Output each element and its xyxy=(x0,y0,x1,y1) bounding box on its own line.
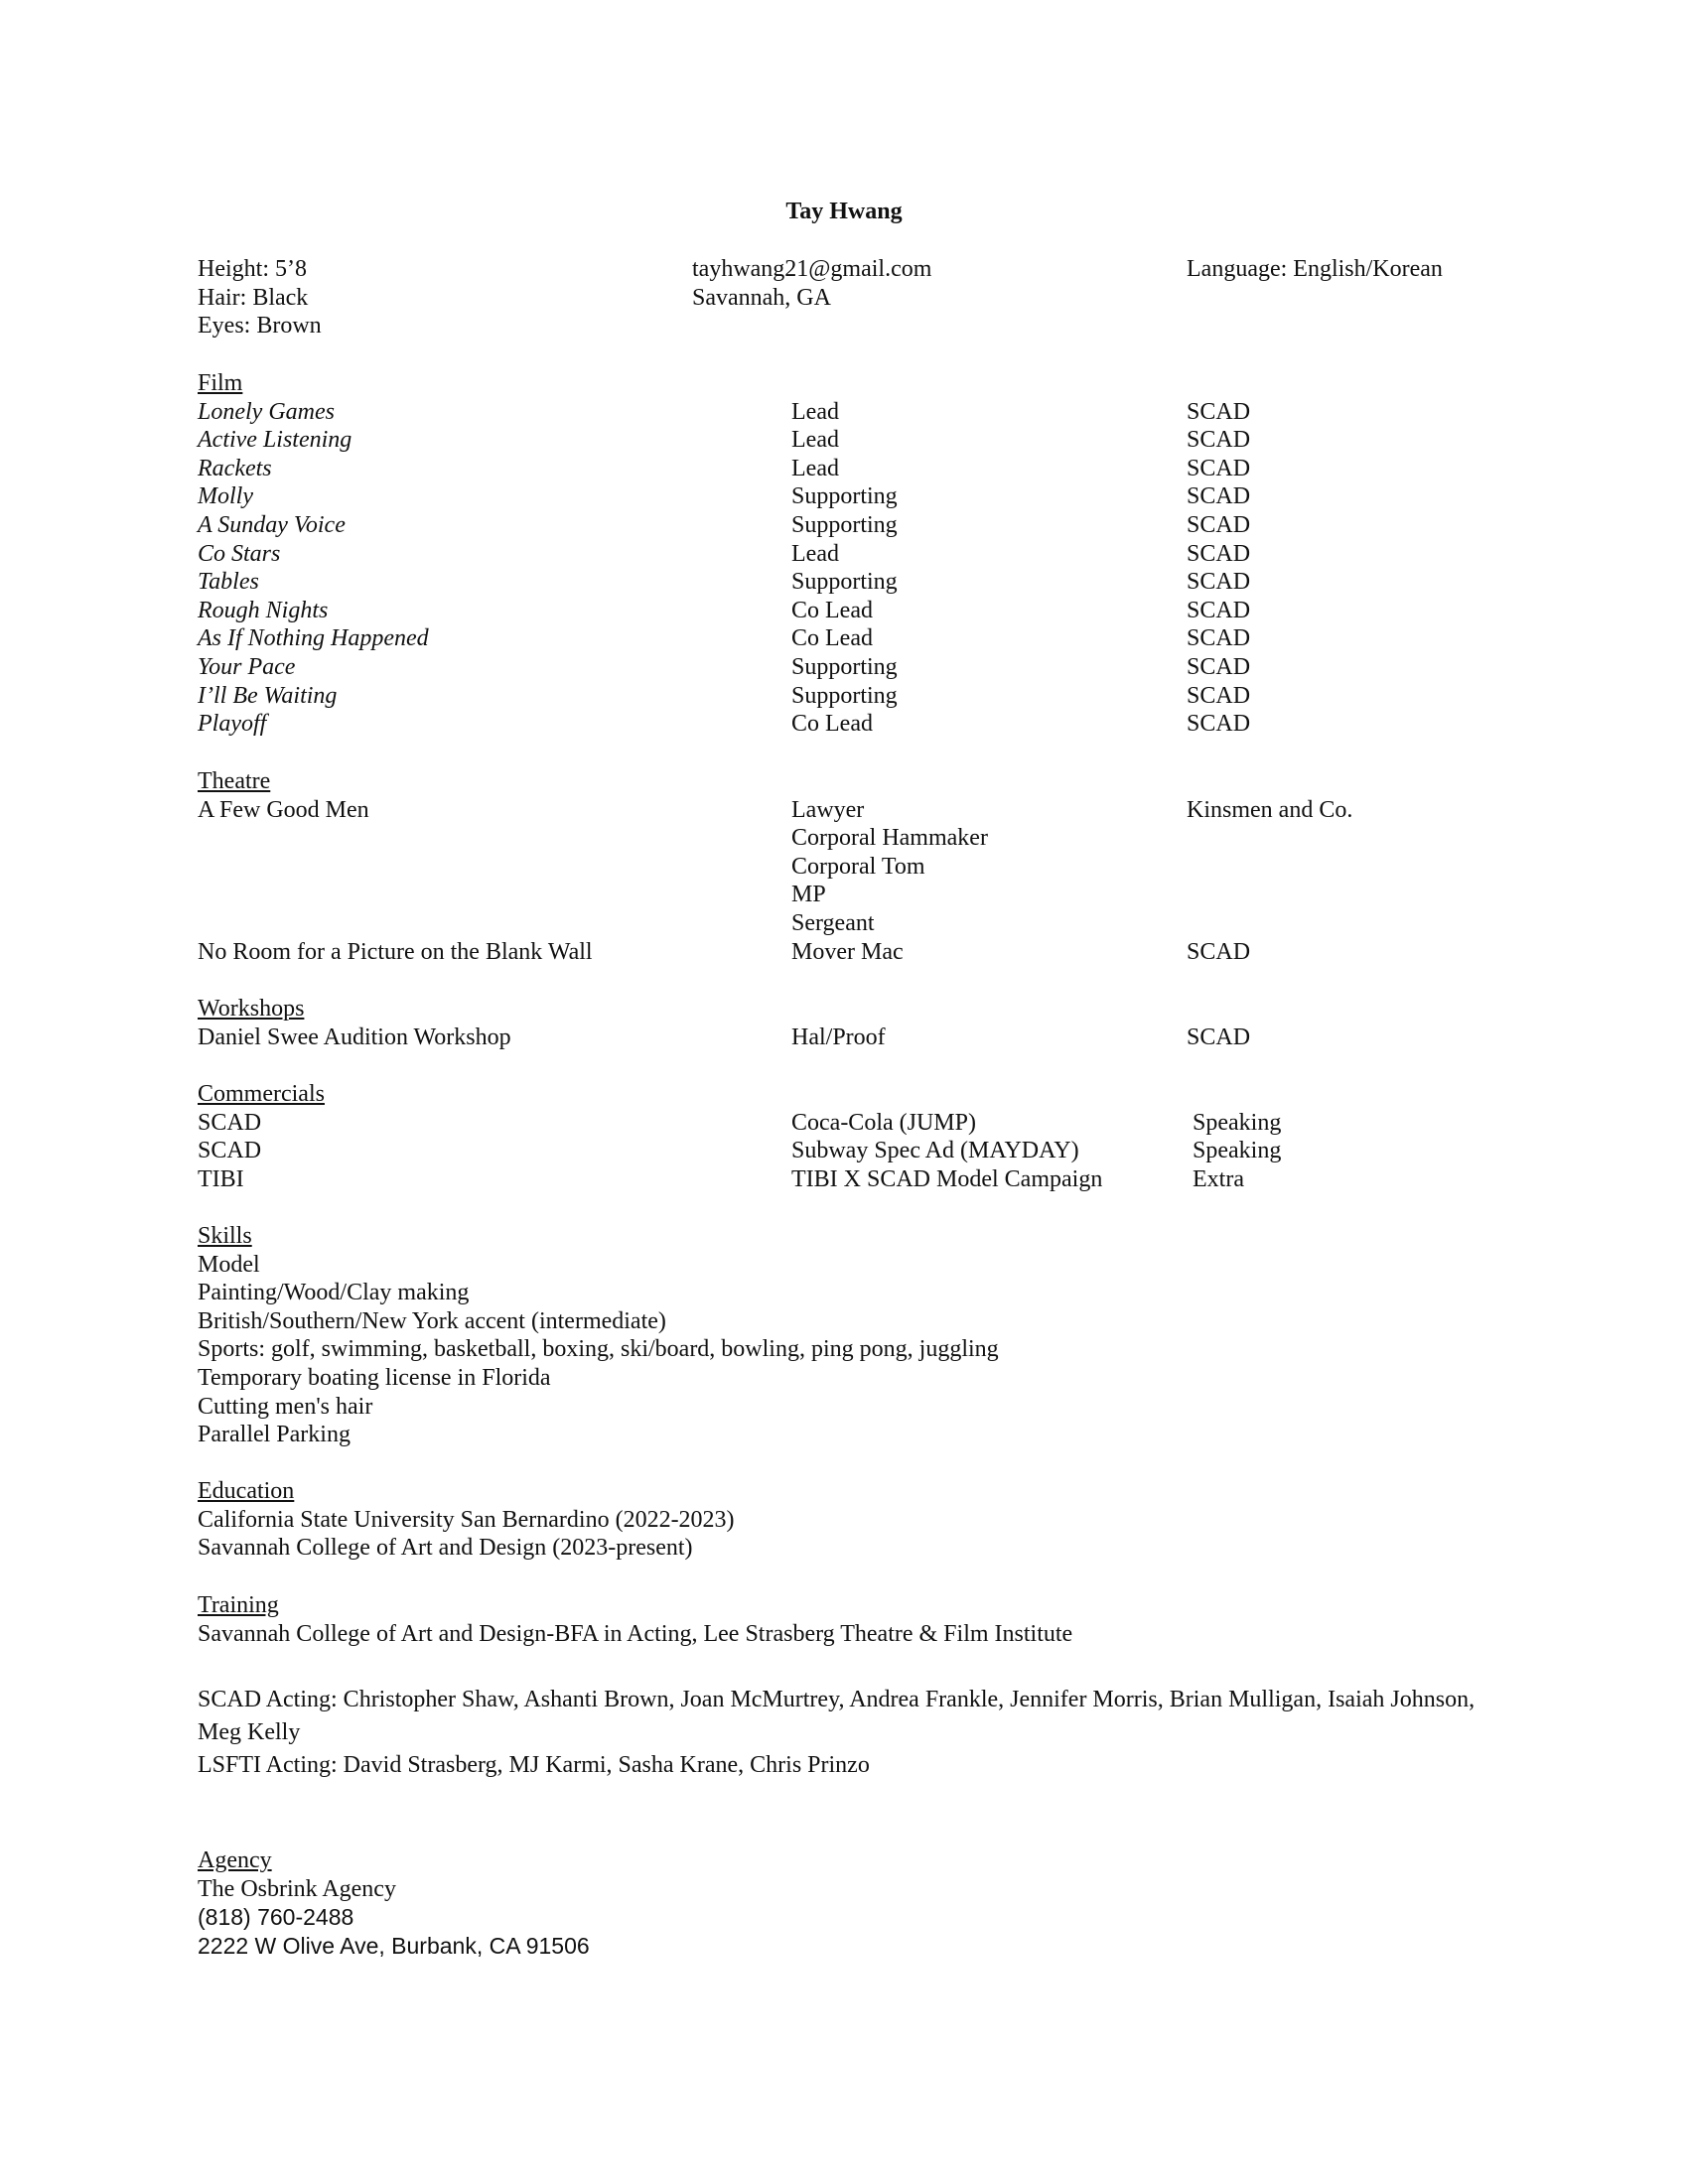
skills-heading: Skills xyxy=(198,1223,252,1249)
education-item: Savannah College of Art and Design (2023-present) xyxy=(198,1535,693,1562)
hair: Hair: Black xyxy=(198,284,309,311)
film-org: SCAD xyxy=(1187,427,1251,454)
workshops-section xyxy=(198,995,1568,1051)
workshop-role: Hal/Proof xyxy=(791,1024,886,1050)
film-title: Tables xyxy=(198,569,259,596)
film-role: Lead xyxy=(791,427,839,454)
film-org: SCAD xyxy=(1187,569,1251,596)
film-row xyxy=(198,624,1568,653)
film-role: Supporting xyxy=(791,483,898,510)
lsfti-acting-teachers: LSFTI Acting: David Strasberg, MJ Karmi, Sasha Krane, Chris Prinzo xyxy=(198,1752,870,1779)
theatre-entry xyxy=(198,796,1568,938)
workshops-heading: Workshops xyxy=(198,996,305,1022)
film-row xyxy=(198,398,1568,427)
film-row xyxy=(198,455,1568,483)
physical-stats xyxy=(198,255,322,341)
film-row xyxy=(198,426,1568,455)
commercial-type: Speaking xyxy=(1193,1109,1282,1136)
skill-item: Temporary boating license in Florida xyxy=(198,1364,551,1391)
education-section xyxy=(198,1477,1568,1563)
film-title: Your Pace xyxy=(198,653,296,680)
commercial-row xyxy=(198,1137,1568,1165)
film-title: A Sunday Voice xyxy=(198,511,346,538)
skill-item: Cutting men's hair xyxy=(198,1393,373,1420)
film-section xyxy=(198,369,1568,739)
skill-item: Parallel Parking xyxy=(198,1422,351,1448)
agency-address: 2222 W Olive Ave, Burbank, CA 91506 xyxy=(198,1932,590,1959)
theatre-role: Lawyer xyxy=(791,796,865,823)
education-item: California State University San Bernardino (2022-2023) xyxy=(198,1506,735,1533)
film-title: I’ll Be Waiting xyxy=(198,682,338,709)
film-row xyxy=(198,540,1568,569)
agency-section xyxy=(198,1846,1568,1960)
skills-section xyxy=(198,1222,1568,1449)
film-role: Co Lead xyxy=(791,625,873,652)
film-row xyxy=(198,568,1568,597)
film-row xyxy=(198,682,1568,711)
film-role: Co Lead xyxy=(791,711,873,738)
film-org: SCAD xyxy=(1187,597,1251,623)
film-row xyxy=(198,653,1568,682)
film-org: SCAD xyxy=(1187,511,1251,538)
film-org: SCAD xyxy=(1187,653,1251,680)
commercials-section xyxy=(198,1080,1568,1193)
theatre-section xyxy=(198,767,1568,966)
film-org: SCAD xyxy=(1187,682,1251,709)
skill-item: Sports: golf, swimming, basketball, boxing, ski/board, bowling, ping pong, juggling xyxy=(198,1336,999,1363)
theatre-title: No Room for a Picture on the Blank Wall xyxy=(198,938,593,965)
location: Savannah, GA xyxy=(692,284,831,311)
film-row xyxy=(198,710,1568,739)
commercial-type: Speaking xyxy=(1193,1138,1282,1164)
languages xyxy=(1187,255,1443,284)
film-title: Rough Nights xyxy=(198,597,329,623)
film-role: Supporting xyxy=(791,682,898,709)
film-title: Molly xyxy=(198,483,253,510)
commercial-campaign: Subway Spec Ad (MAYDAY) xyxy=(791,1138,1079,1164)
film-role: Co Lead xyxy=(791,597,873,623)
commercials-heading: Commercials xyxy=(198,1081,325,1107)
theatre-role: Corporal Hammaker xyxy=(791,825,988,852)
agency-phone: (818) 760-2488 xyxy=(198,1904,354,1931)
theatre-role: Corporal Tom xyxy=(791,853,925,880)
training-section xyxy=(198,1591,1568,1782)
film-row xyxy=(198,482,1568,511)
film-role: Supporting xyxy=(791,569,898,596)
theatre-entry xyxy=(198,938,1568,967)
theatre-org: Kinsmen and Co. xyxy=(1187,796,1353,823)
film-title: Active Listening xyxy=(198,427,352,454)
film-role: Lead xyxy=(791,398,839,425)
commercial-campaign: Coca-Cola (JUMP) xyxy=(791,1109,976,1136)
resume-name: Tay Hwang xyxy=(785,199,903,224)
film-org: SCAD xyxy=(1187,540,1251,567)
agency-name: The Osbrink Agency xyxy=(198,1875,396,1902)
skill-item: Painting/Wood/Clay making xyxy=(198,1280,470,1306)
film-title: Lonely Games xyxy=(198,398,335,425)
commercial-client: TIBI xyxy=(198,1165,244,1192)
film-role: Lead xyxy=(791,540,839,567)
theatre-roles xyxy=(791,796,988,938)
theatre-role: Sergeant xyxy=(791,909,875,936)
commercial-campaign: TIBI X SCAD Model Campaign xyxy=(791,1165,1103,1192)
film-title: As If Nothing Happened xyxy=(198,625,429,652)
training-heading: Training xyxy=(198,1592,279,1618)
language: Language: English/Korean xyxy=(1187,256,1443,282)
theatre-role: MP xyxy=(791,882,826,908)
scad-acting-teachers: SCAD Acting: Christopher Shaw, Ashanti Brown, Joan McMurtrey, Andrea Frankle, Jennifer Morris, Brian Mulligan, Isaiah Johnson, Meg Kelly xyxy=(198,1687,1476,1746)
film-role: Supporting xyxy=(791,511,898,538)
commercial-row xyxy=(198,1109,1568,1138)
height: Height: 5’8 xyxy=(198,256,307,282)
commercial-type: Extra xyxy=(1193,1165,1244,1192)
film-title: Playoff xyxy=(198,711,267,738)
film-org: SCAD xyxy=(1187,398,1251,425)
theatre-heading: Theatre xyxy=(198,768,271,794)
film-role: Supporting xyxy=(791,653,898,680)
commercial-client: SCAD xyxy=(198,1138,262,1164)
film-title: Co Stars xyxy=(198,540,281,567)
workshop-row xyxy=(198,1024,1568,1052)
film-org: SCAD xyxy=(1187,455,1251,481)
film-org: SCAD xyxy=(1187,483,1251,510)
workshop-title: Daniel Swee Audition Workshop xyxy=(198,1024,511,1050)
commercial-client: SCAD xyxy=(198,1109,262,1136)
theatre-role: Mover Mac xyxy=(791,938,904,965)
film-org: SCAD xyxy=(1187,625,1251,652)
film-row xyxy=(198,597,1568,625)
agency-heading: Agency xyxy=(198,1847,272,1873)
training-program: Savannah College of Art and Design-BFA in Acting, Lee Strasberg Theatre & Film Institute xyxy=(198,1620,1073,1647)
contact-info xyxy=(692,255,931,312)
workshop-org: SCAD xyxy=(1187,1024,1251,1050)
theatre-org: SCAD xyxy=(1187,938,1251,965)
eyes: Eyes: Brown xyxy=(198,313,322,340)
film-role: Lead xyxy=(791,455,839,481)
skill-item: Model xyxy=(198,1251,260,1278)
film-row xyxy=(198,511,1568,540)
film-title: Rackets xyxy=(198,455,272,481)
email[interactable]: tayhwang21@gmail.com xyxy=(692,256,932,282)
education-heading: Education xyxy=(198,1478,295,1504)
skill-item: British/Southern/New York accent (intermediate) xyxy=(198,1307,666,1334)
film-heading: Film xyxy=(198,370,243,396)
film-org: SCAD xyxy=(1187,711,1251,738)
theatre-title: A Few Good Men xyxy=(198,796,369,823)
commercial-row xyxy=(198,1165,1568,1194)
